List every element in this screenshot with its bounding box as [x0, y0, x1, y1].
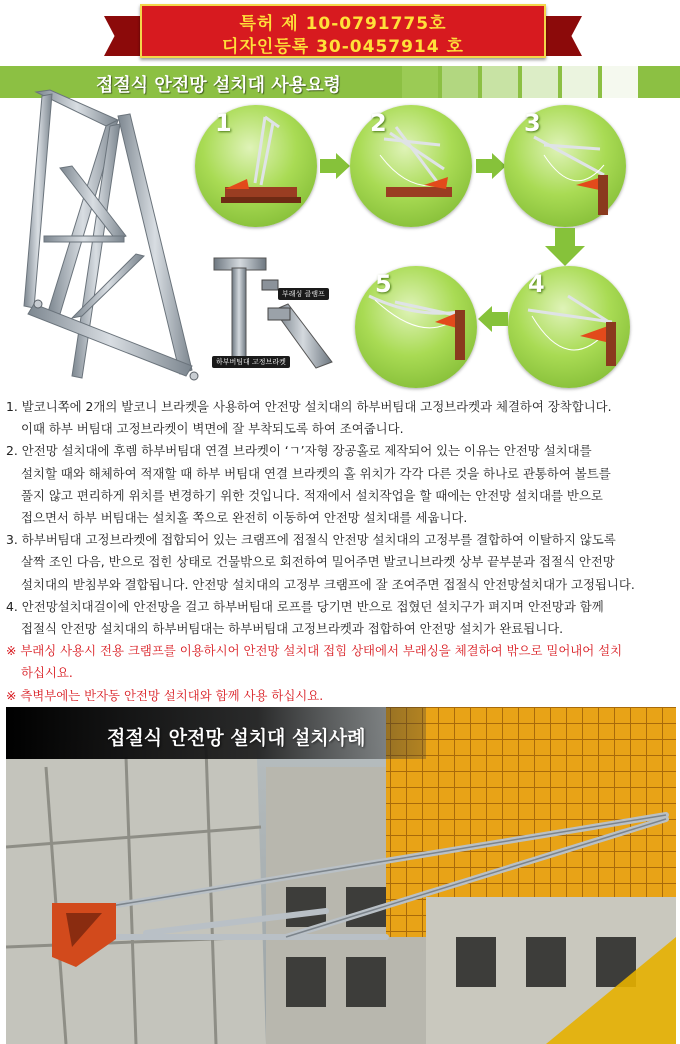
note-1-line-2: 하십시요.	[21, 665, 73, 681]
decor-square	[522, 66, 558, 98]
step-3-circle	[504, 105, 626, 227]
decor-square	[442, 66, 478, 98]
arrow-down-icon	[545, 228, 585, 270]
note-1-line-1: ※ 부래싱 사용시 전용 크램프를 이용하시어 안전망 설치대 접힘 상태에서 부래싱을 체결하여 밖으로 밀어내어 설치	[6, 643, 623, 659]
instruction-2-line-1: 2. 안전망 설치대에 후렘 하부버팀대 연결 브라켓이 ‘ㄱ’자형 장공홀로 제작되어 있는 이유는 안전망 설치대를	[6, 443, 592, 459]
folding-frame-illustration	[14, 86, 210, 386]
step-1-circle	[195, 105, 317, 227]
arrow-left-icon	[478, 306, 508, 336]
step-2-circle	[350, 105, 472, 227]
decor-square	[562, 66, 598, 98]
note-2: ※ 측벽부에는 반자동 안전망 설치대와 함께 사용 하십시요.	[6, 687, 324, 703]
instruction-2-line-3: 풀지 않고 편리하게 위치를 변경하기 위한 것입니다. 적재에서 설치작업을 할 때에는 안전망 설치대를 반으로	[21, 487, 603, 503]
step-5-number: 5	[375, 270, 392, 298]
instruction-3-line-2: 살짝 조인 다음, 반으로 접힌 상태로 건물밖으로 회전하여 밀어주면 발코니브라켓 상부 끝부분과 접절식 안전망	[21, 554, 615, 570]
step-3-number: 3	[524, 109, 541, 137]
step-2-number: 2	[370, 109, 387, 137]
instruction-1-line-1: 1. 발코니쪽에 2개의 발코니 브라켓을 사용하여 안전망 설치대의 하부버팀대 고정브라켓과 체결하여 장착합니다.	[6, 399, 612, 414]
design-registration: 디자인등록 30-0457914 호	[222, 37, 464, 57]
clamp-tag-bottom: 하부버팀대 고정브라켓	[212, 356, 290, 368]
clamp-detail-photo	[208, 252, 336, 376]
arrow-right-icon	[476, 153, 506, 183]
step-4-number: 4	[528, 270, 545, 298]
patent-banner	[104, 0, 582, 64]
clamp-tag-top: 부래싱 클램프	[278, 288, 329, 300]
decor-square	[482, 66, 518, 98]
decor-square	[602, 66, 638, 98]
arrow-right-icon	[320, 153, 350, 183]
instruction-3-line-3: 설치대의 받침부와 결합됩니다. 안전망 설치대의 고정부 크램프에 잘 조여주면 접절식 안전망설치대가 고정됩니다.	[21, 576, 635, 592]
instruction-4-line-2: 접절식 안전망 설치대의 하부버팀대는 하부버팀대 고정브라켓과 접합하여 안전망 설치가 완료됩니다.	[21, 621, 564, 637]
decor-square	[402, 66, 438, 98]
instruction-2-line-4: 접으면서 하부 버팀대는 설치홀 쪽으로 완전히 이동하여 안전망 설치대를 세웁니다.	[21, 510, 468, 526]
instruction-1-line-2: 이때 하부 버팀대 고정브라켓이 벽면에 잘 부착되도록 하여 조여줍니다.	[21, 421, 404, 437]
step-4-circle	[508, 266, 630, 388]
installation-example-photo	[6, 707, 676, 1044]
step-5-circle	[355, 266, 477, 388]
patent-number: 특허 제 10-0791775호	[239, 14, 447, 34]
instruction-text	[6, 396, 676, 707]
banner-plate	[140, 4, 546, 58]
instruction-2-line-2: 설치할 때와 해체하여 적재할 때 하부 버팀대 연결 브라켓의 홀 위치가 각각 다른 것을 하나로 관통하여 볼트를	[21, 465, 611, 481]
section2-title: 접절식 안전망 설치대 설치사례	[107, 727, 366, 749]
step-1-number: 1	[215, 109, 232, 137]
instruction-3-line-1: 3. 하부버팀대 고정브라켓에 접합되어 있는 크램프에 접절식 안전망 설치대의 고정부를 결합하여 이탈하지 않도록	[6, 532, 616, 548]
section1-title: 접절식 안전망 설치대 사용요령	[96, 75, 341, 96]
instruction-4-line-1: 4. 안전망설치대걸이에 안전망을 걸고 하부버팀대 로프를 당기면 반으로 접혔던 설치구가 펴지며 안전망과 함께	[6, 598, 604, 614]
